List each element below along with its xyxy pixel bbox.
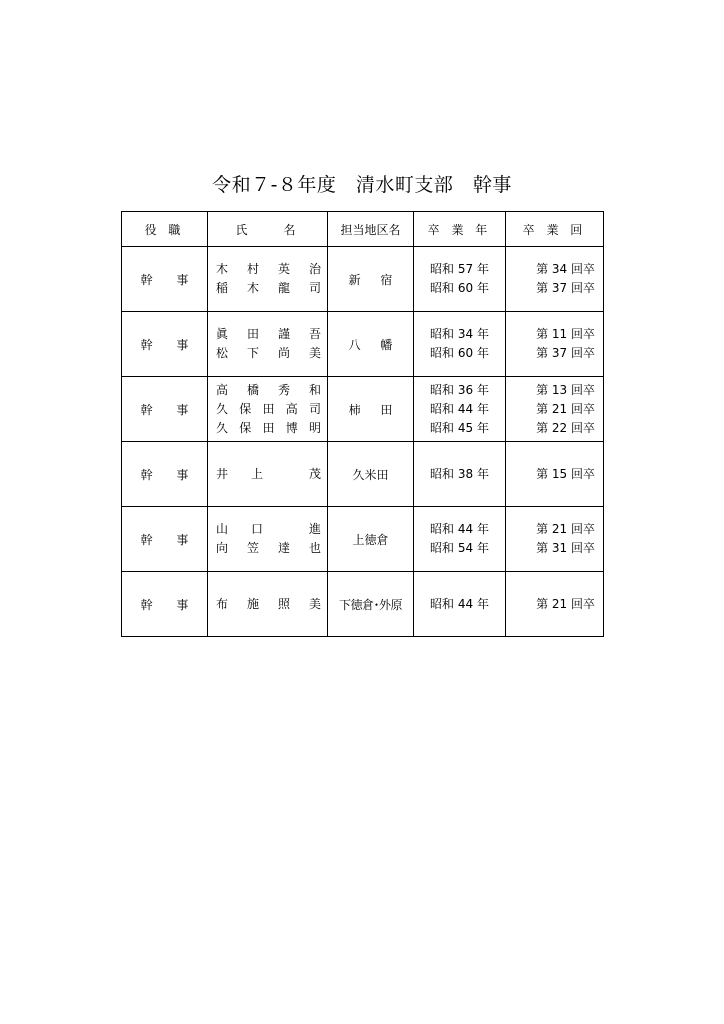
graduation-year-cell — [414, 312, 506, 377]
name-char: 治 — [308, 262, 321, 276]
name-char: 上 — [251, 466, 264, 481]
name-char: 保 — [239, 420, 252, 435]
table-row — [122, 312, 604, 377]
name-char: 和 — [308, 382, 321, 397]
graduation-class-cell — [506, 247, 604, 312]
name-char: 尚 — [277, 346, 290, 360]
name-char: 進 — [308, 522, 321, 536]
name-char: 向 — [216, 541, 229, 555]
name-char: 茂 — [308, 466, 321, 481]
person-name — [216, 344, 321, 363]
graduation-year-cell — [414, 442, 506, 507]
graduation-class-cell — [506, 377, 604, 442]
name-char: 美 — [308, 596, 321, 611]
name-char: 司 — [308, 401, 321, 416]
name-char: 保 — [239, 401, 252, 416]
name-char: 久 — [216, 401, 229, 416]
graduation-class: 第 21 回卒 — [536, 596, 595, 611]
graduation-year: 昭和 60 年 — [430, 281, 489, 295]
role-cell: 幹 事 — [122, 442, 208, 507]
role-cell: 幹 事 — [122, 247, 208, 312]
header-year: 卒 業 年 — [414, 212, 506, 247]
area-cell: 上徳倉 — [328, 507, 414, 572]
names-cell — [208, 312, 328, 377]
graduation-year-cell — [414, 572, 506, 637]
names-cell — [208, 377, 328, 442]
graduation-year: 昭和 57 年 — [430, 262, 489, 276]
graduation-class: 第 34 回卒 — [536, 262, 595, 276]
person-name — [216, 400, 321, 419]
graduation-year: 昭和 44 年 — [430, 596, 489, 611]
graduation-class: 第 31 回卒 — [536, 541, 595, 555]
graduation-class: 第 37 回卒 — [536, 346, 595, 360]
name-char: 木 — [216, 262, 229, 276]
names-cell — [208, 572, 328, 637]
name-char: 田 — [262, 401, 275, 416]
table-row — [122, 442, 604, 507]
graduation-year-cell — [414, 247, 506, 312]
table-row — [122, 247, 604, 312]
name-char: 田 — [262, 420, 275, 435]
header-area: 担当地区名 — [328, 212, 414, 247]
graduation-year-cell — [414, 507, 506, 572]
page-title: 令和７-８年度 清水町支部 幹事 — [212, 174, 512, 196]
name-char: 也 — [308, 541, 321, 555]
graduation-class-cell — [506, 572, 604, 637]
person-name — [216, 325, 321, 344]
table-body — [122, 247, 604, 637]
graduation-year: 昭和 60 年 — [430, 346, 489, 360]
name-char: 謹 — [277, 327, 290, 341]
name-char: 眞 — [216, 327, 229, 341]
graduation-class: 第 13 回卒 — [536, 382, 595, 397]
name-char: 山 — [216, 522, 229, 536]
header-name: 氏 名 — [208, 212, 328, 247]
name-char: 田 — [246, 327, 259, 341]
name-char: 下 — [246, 346, 259, 360]
name-char: 布 — [216, 596, 229, 611]
graduation-class-cell — [506, 507, 604, 572]
person-name — [216, 520, 321, 539]
name-char: 司 — [308, 281, 321, 295]
name-char: 施 — [246, 596, 259, 611]
graduation-year: 昭和 34 年 — [430, 327, 489, 341]
name-char: 口 — [251, 522, 264, 536]
graduation-year: 昭和 54 年 — [430, 541, 489, 555]
graduation-class: 第 11 回卒 — [536, 327, 595, 341]
name-char: 龍 — [277, 281, 290, 295]
person-name — [216, 381, 321, 400]
area-cell: 下徳倉･外原 — [328, 572, 414, 637]
graduation-class: 第 37 回卒 — [536, 281, 595, 295]
name-char: 博 — [285, 420, 298, 435]
graduation-year-cell — [414, 377, 506, 442]
name-char: 照 — [277, 596, 290, 611]
area-cell: 新 宿 — [328, 247, 414, 312]
table-row — [122, 572, 604, 637]
area-cell: 八 幡 — [328, 312, 414, 377]
person-name — [216, 539, 321, 558]
name-char: 秀 — [277, 382, 290, 397]
person-name — [216, 419, 321, 438]
graduation-year: 昭和 38 年 — [430, 466, 489, 481]
name-char: 笠 — [246, 541, 259, 555]
name-char: 英 — [277, 262, 290, 276]
graduation-class-cell — [506, 442, 604, 507]
name-char: 橋 — [246, 382, 259, 397]
graduation-year: 昭和 45 年 — [430, 420, 489, 435]
names-cell — [208, 442, 328, 507]
name-char: 村 — [246, 262, 259, 276]
name-char: 高 — [216, 382, 229, 397]
name-char: 美 — [308, 346, 321, 360]
name-char: 松 — [216, 346, 229, 360]
role-cell: 幹 事 — [122, 377, 208, 442]
header-grad: 卒 業 回 — [506, 212, 604, 247]
name-char: 吾 — [308, 327, 321, 341]
graduation-year: 昭和 44 年 — [430, 522, 489, 536]
person-name — [216, 279, 321, 298]
person-name — [216, 595, 321, 614]
graduation-class: 第 15 回卒 — [536, 466, 595, 481]
names-cell — [208, 247, 328, 312]
graduation-year: 昭和 36 年 — [430, 382, 489, 397]
role-cell: 幹 事 — [122, 312, 208, 377]
header-role: 役 職 — [122, 212, 208, 247]
person-name — [216, 465, 321, 484]
name-char: 稲 — [216, 281, 229, 295]
name-char: 井 — [216, 466, 229, 481]
graduation-class: 第 21 回卒 — [536, 401, 595, 416]
role-cell: 幹 事 — [122, 572, 208, 637]
graduation-year: 昭和 44 年 — [430, 401, 489, 416]
name-char: 高 — [285, 401, 298, 416]
graduation-class-cell — [506, 312, 604, 377]
names-cell — [208, 507, 328, 572]
name-char: 久 — [216, 420, 229, 435]
table-header-row — [122, 212, 604, 247]
graduation-class: 第 22 回卒 — [536, 420, 595, 435]
role-cell: 幹 事 — [122, 507, 208, 572]
officer-table — [121, 211, 604, 637]
graduation-class: 第 21 回卒 — [536, 522, 595, 536]
table-row — [122, 377, 604, 442]
area-cell: 柿 田 — [328, 377, 414, 442]
name-char: 達 — [277, 541, 290, 555]
name-char: 明 — [308, 420, 321, 435]
table-row — [122, 507, 604, 572]
person-name — [216, 260, 321, 279]
area-cell: 久米田 — [328, 442, 414, 507]
name-char: 木 — [246, 281, 259, 295]
